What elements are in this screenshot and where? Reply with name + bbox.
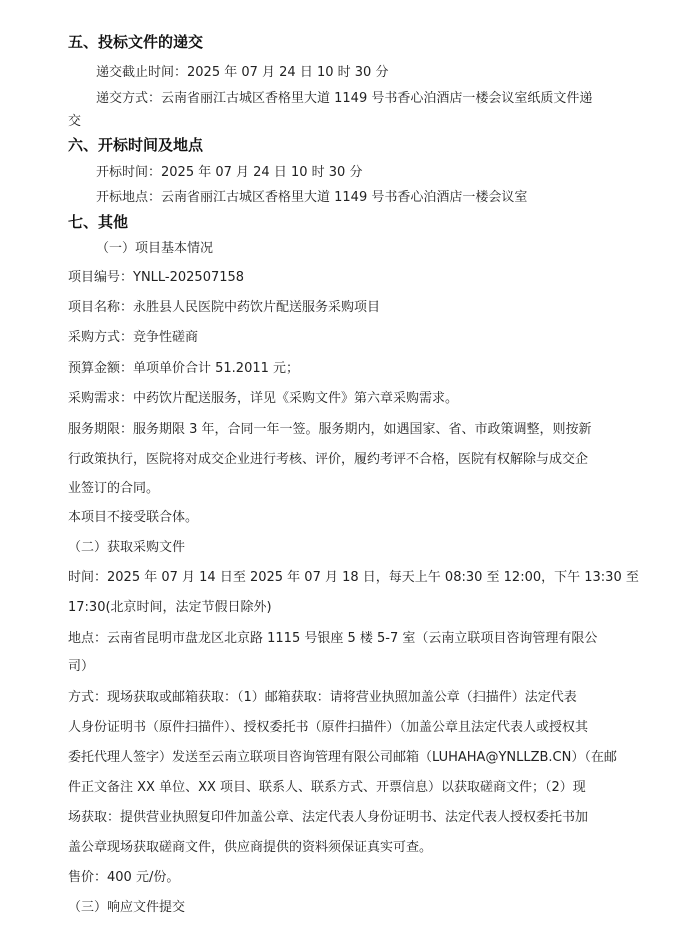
no-consortium-note: 本项目不接受联合体。	[68, 510, 199, 525]
obtain-place-line-1: 地点：云南省昆明市盘龙区北京路 1115 号银座 5 楼 5-7 室（云南立联项目咨询管理有限公	[68, 631, 598, 646]
project-name: 项目名称：永胜县人民医院中药饮片配送服务采购项目	[68, 300, 381, 315]
submission-method-line-2: 交	[68, 114, 82, 129]
obtain-time-line-1: 时间：2025 年 07 月 14 日至 2025 年 07 月 18 日，每天上午 08:30 至 12:00，下午 13:30 至	[68, 570, 639, 585]
section-7-heading: 七、其他	[68, 213, 129, 231]
obtain-place-line-2: 司）	[68, 659, 95, 674]
opening-time: 开标时间：2025 年 07 月 24 日 10 时 30 分	[96, 165, 363, 180]
subsection-1-title: （一）项目基本情况	[96, 241, 214, 256]
opening-place: 开标地点：云南省丽江古城区香格里大道 1149 号书香心泊酒店一楼会议室	[96, 190, 528, 205]
obtain-method-line-1: 方式：现场获取或邮箱获取：（1）邮箱获取：请将营业执照加盖公章（扫描件）法定代表	[68, 690, 577, 705]
service-period-line-3: 业签订的合同。	[68, 481, 160, 496]
document-price: 售价：400 元/份。	[68, 870, 180, 885]
section-6-heading: 六、开标时间及地点	[68, 136, 204, 154]
purchase-requirement: 采购需求：中药饮片配送服务，详见《采购文件》第六章采购需求。	[68, 391, 459, 406]
obtain-time-line-2: 17:30(北京时间，法定节假日除外)	[68, 600, 272, 615]
purchase-method: 采购方式：竞争性磋商	[68, 330, 199, 345]
budget-amount: 预算金额：单项单价合计 51.2011 元；	[68, 361, 300, 376]
obtain-method-line-2: 人身份证明书（原件扫描件）、授权委托书（原件扫描件）（加盖公章且法定代表人或授权其	[68, 720, 589, 735]
subsection-2-title: （二）获取采购文件	[68, 540, 186, 555]
service-period-line-1: 服务期限：服务期限 3 年，合同一年一签。服务期内，如遇国家、省、市政策调整，则按新	[68, 422, 592, 437]
subsection-3-title: （三）响应文件提交	[68, 900, 186, 915]
service-period-line-2: 行政策执行，医院将对成交企业进行考核、评价，履约考评不合格，医院有权解除与成交企	[68, 452, 589, 467]
project-number: 项目编号：YNLL-202507158	[68, 270, 245, 285]
obtain-method-line-4: 件正文备注 XX 单位、XX 项目、联系人、联系方式、开票信息）以获取磋商文件；（2）现	[68, 780, 586, 795]
submission-method-line-1: 递交方式：云南省丽江古城区香格里大道 1149 号书香心泊酒店一楼会议室纸质文件递	[96, 91, 593, 106]
obtain-method-line-6: 盖公章现场获取磋商文件，供应商提供的资料须保证真实可查。	[68, 840, 433, 855]
obtain-method-line-3: 委托代理人签字）发送至云南立联项目咨询管理有限公司邮箱（LUHAHA@YNLLZB.CN）（在邮	[68, 750, 617, 765]
submission-deadline: 递交截止时间：2025 年 07 月 24 日 10 时 30 分	[96, 65, 389, 80]
section-5-heading: 五、投标文件的递交	[68, 33, 204, 51]
obtain-method-line-5: 场获取：提供营业执照复印件加盖公章、法定代表人身份证明书、法定代表人授权委托书加	[68, 810, 589, 825]
